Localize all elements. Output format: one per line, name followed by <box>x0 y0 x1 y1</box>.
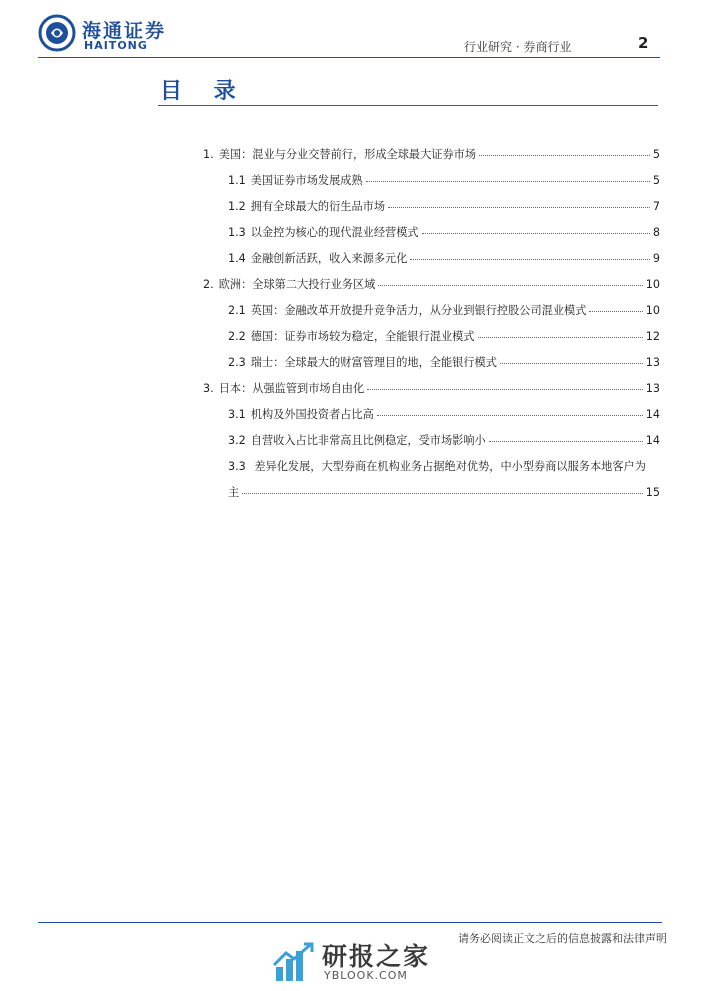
toc-entry-page: 10 <box>645 278 660 291</box>
toc-leader-dots <box>242 493 643 494</box>
toc-leader-dots <box>500 363 643 364</box>
toc-entry-page: 13 <box>645 356 660 369</box>
toc-entry-2-2[interactable] <box>228 328 660 344</box>
toc-entry-text: 拥有全球最大的衍生品市场 <box>250 200 386 213</box>
toc-entry-2[interactable] <box>203 276 660 292</box>
toc-entry-2-1[interactable] <box>228 302 660 318</box>
toc-entry-page: 13 <box>645 382 660 395</box>
header-divider <box>38 57 660 58</box>
toc-entry-text-continued: 主 <box>228 486 240 499</box>
toc-entry-text: 美国证券市场发展成熟 <box>250 174 363 187</box>
toc-leader-dots <box>366 181 650 182</box>
toc-entry-3[interactable] <box>203 380 660 396</box>
toc-entry-page: 8 <box>652 226 660 239</box>
watermark-name: 研报之家 <box>322 942 431 971</box>
yblook-watermark <box>272 937 472 991</box>
toc-entry-page: 5 <box>652 174 660 187</box>
toc-leader-dots <box>377 415 643 416</box>
toc-entry-1[interactable] <box>203 146 660 162</box>
bar-chart-icon <box>272 941 316 985</box>
toc-entry-2-3[interactable] <box>228 354 660 370</box>
toc-entry-3-3-continued[interactable] <box>228 484 660 500</box>
haitong-logo-icon <box>38 14 76 52</box>
logo-chinese-name: 海通证券 <box>82 20 167 42</box>
logo-english-name: HAITONG <box>84 39 148 52</box>
toc-entry-number: 1. <box>203 148 214 161</box>
toc-entry-number: 1.2 <box>228 200 246 213</box>
toc-entry-1-4[interactable] <box>228 250 660 266</box>
toc-entry-number: 3.1 <box>228 408 246 421</box>
page-number: 2 <box>638 34 649 52</box>
page-header <box>0 0 702 62</box>
toc-entry-number: 1.4 <box>228 252 246 265</box>
toc-entry-number: 2.2 <box>228 330 246 343</box>
toc-entry-1-1[interactable] <box>228 172 660 188</box>
toc-entry-text: 英国：金融改革开放提升竞争活力，从分业到银行控股公司混业模式 <box>250 304 587 317</box>
toc-title-divider <box>158 105 658 106</box>
toc-entry-text: 欧洲：全球第二大投行业务区域 <box>218 278 376 291</box>
toc-entry-1-2[interactable] <box>228 198 660 214</box>
toc-entry-number: 2. <box>203 278 214 291</box>
toc-leader-dots <box>479 155 650 156</box>
toc-entry-page: 15 <box>645 486 660 499</box>
toc-entry-number: 1.3 <box>228 226 246 239</box>
toc-entry-page: 5 <box>652 148 660 161</box>
toc-leader-dots <box>478 337 643 338</box>
toc-title: 目 录 <box>160 79 248 104</box>
toc-leader-dots <box>378 285 642 286</box>
watermark-url: YBLOOK.COM <box>324 969 408 982</box>
toc-entry-3-1[interactable] <box>228 406 660 422</box>
toc-entry-number: 3.3 <box>228 460 246 473</box>
toc-entry-number: 2.1 <box>228 304 246 317</box>
toc-entry-1-3[interactable] <box>228 224 660 240</box>
toc-entry-text: 美国：混业与分业交替前行，形成全球最大证券市场 <box>218 148 477 161</box>
toc-entry-number: 3. <box>203 382 214 395</box>
toc-entry-text: 瑞士：全球最大的财富管理目的地，全能银行模式 <box>250 356 497 369</box>
toc-leader-dots <box>410 259 649 260</box>
toc-entry-page: 14 <box>645 408 660 421</box>
toc-entry-number: 1.1 <box>228 174 246 187</box>
toc-entry-3-2[interactable] <box>228 432 660 448</box>
toc-entry-number: 3.2 <box>228 434 246 447</box>
toc-entry-page: 14 <box>645 434 660 447</box>
toc-entry-3-3[interactable] <box>228 458 646 474</box>
toc-entry-text: 日本：从强监管到市场自由化 <box>218 382 365 395</box>
toc-entry-text: 德国：证券市场较为稳定，全能银行混业模式 <box>250 330 475 343</box>
toc-entry-page: 9 <box>652 252 660 265</box>
toc-leader-dots <box>489 441 643 442</box>
footer-divider <box>38 922 662 923</box>
toc-leader-dots <box>388 207 650 208</box>
footer-disclaimer: 请务必阅读正文之后的信息披露和法律声明 <box>458 932 667 945</box>
toc-entry-text: 金融创新活跃，收入来源多元化 <box>250 252 408 265</box>
toc-leader-dots <box>589 311 642 312</box>
toc-leader-dots <box>367 389 643 390</box>
toc-entry-text: 机构及外国投资者占比高 <box>250 408 374 421</box>
toc-entry-page: 12 <box>645 330 660 343</box>
toc-entry-text: 差异化发展，大型券商在机构业务占据绝对优势，中小型券商以服务本地客户为 <box>254 460 646 473</box>
toc-entry-text: 自营收入占比非常高且比例稳定，受市场影响小 <box>250 434 486 447</box>
toc-entry-text: 以金控为核心的现代混业经营模式 <box>250 226 419 239</box>
toc-entry-number: 2.3 <box>228 356 246 369</box>
report-category: 行业研究 · 券商行业 <box>464 40 572 54</box>
toc-entry-page: 7 <box>652 200 660 213</box>
haitong-logo <box>38 14 218 54</box>
toc-leader-dots <box>422 233 650 234</box>
toc-entry-page: 10 <box>645 304 660 317</box>
